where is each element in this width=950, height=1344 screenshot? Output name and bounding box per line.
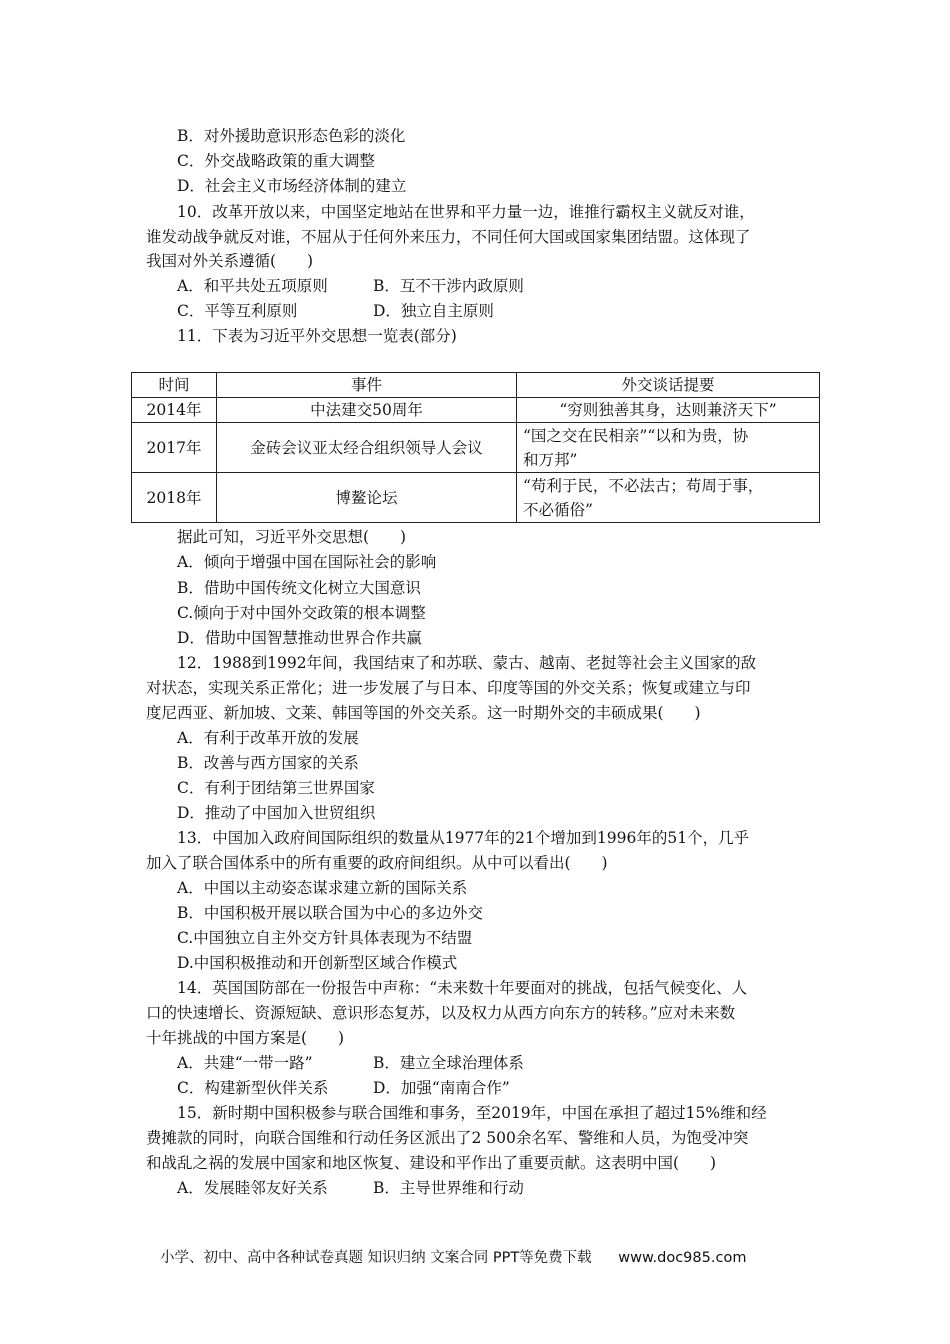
q11-option-b: B．借助中国传统文化树立大国意识 <box>177 579 421 597</box>
table-header-row <box>132 373 820 398</box>
q11-option-a: A．倾向于增强中国在国际社会的影响 <box>177 553 437 571</box>
q10-option-c: C．平等互利原则 <box>177 302 298 320</box>
table-row <box>132 473 820 523</box>
talk-line1: “国之交在民相亲”“以和为贵，协 <box>523 426 749 445</box>
q14-option-b: B．建立全球治理体系 <box>373 1054 524 1072</box>
q14-option-d: D．加强“南南合作” <box>373 1079 510 1097</box>
table-header-time: 时间 <box>132 373 217 398</box>
q9-option-c: C．外交战略政策的重大调整 <box>177 152 375 170</box>
table-cell-talk <box>517 423 820 473</box>
page-footer <box>160 1246 746 1267</box>
q12-option-c: C．有利于团结第三世界国家 <box>177 779 375 797</box>
table-row <box>132 398 820 423</box>
q11-option-c: C.倾向于对中国外交政策的根本调整 <box>177 604 426 622</box>
table-cell-event: 博鳌论坛 <box>217 473 517 523</box>
footer-text: 小学、初中、高中各种试卷真题 知识归纳 文案合同 PPT等免费下载 <box>160 1250 592 1266</box>
q14-stem-line3: 十年挑战的中国方案是( ) <box>146 1029 345 1047</box>
q10-option-b: B．互不干涉内政原则 <box>373 277 524 295</box>
diplomacy-table <box>131 372 820 523</box>
table-cell-time: 2017年 <box>132 423 217 473</box>
footer-link[interactable]: www.doc985.com <box>618 1250 747 1266</box>
table-cell-event: 中法建交50周年 <box>217 398 517 423</box>
q13-option-c: C.中国独立自主外交方针具体表现为不结盟 <box>177 929 473 947</box>
q12-option-a: A．有利于改革开放的发展 <box>177 729 359 747</box>
q15-stem-line3: 和战乱之祸的发展中国家和地区恢复、建设和平作出了重要贡献。这表明中国( ) <box>146 1154 717 1172</box>
q11-option-d: D．借助中国智慧推动世界合作共赢 <box>177 629 422 647</box>
table-cell-event: 金砖会议亚太经合组织领导人会议 <box>217 423 517 473</box>
q12-stem-line1: 12．1988到1992年间，我国结束了和苏联、蒙古、越南、老挝等社会主义国家的敌 <box>177 654 757 672</box>
q10-option-a: A．和平共处五项原则 <box>177 277 328 295</box>
q9-option-d: D．社会主义市场经济体制的建立 <box>177 177 407 195</box>
q15-stem-line2: 费摊款的同时，向联合国维和行动任务区派出了2 500余名军、警维和人员，为饱受冲突 <box>146 1129 749 1147</box>
q12-stem-line2: 对状态，实现关系正常化；进一步发展了与日本、印度等国的外交关系；恢复或建立与印 <box>146 679 751 697</box>
q12-option-b: B．改善与西方国家的关系 <box>177 754 359 772</box>
talk-line1: “苟利于民，不必法古；苟周于事， <box>523 476 764 495</box>
q13-option-b: B．中国积极开展以联合国为中心的多边外交 <box>177 904 483 922</box>
table-header-talk: 外交谈话提要 <box>517 373 820 398</box>
q13-stem-line1: 13．中国加入政府间国际组织的数量从1977年的21个增加到1996年的51个，几乎 <box>177 829 750 847</box>
q15-option-a: A．发展睦邻友好关系 <box>177 1179 328 1197</box>
q11-stem: 11．下表为习近平外交思想一览表(部分) <box>177 327 457 345</box>
table-cell-time: 2014年 <box>132 398 217 423</box>
q10-stem-line2: 谁发动战争就反对谁，不屈从于任何外来压力，不同任何大国或国家集团结盟。这体现了 <box>146 228 751 246</box>
table-header-event: 事件 <box>217 373 517 398</box>
q13-option-a: A．中国以主动姿态谋求建立新的国际关系 <box>177 879 468 897</box>
table-cell-talk: “穷则独善其身，达则兼济天下” <box>517 398 820 423</box>
table-cell-talk <box>517 473 820 523</box>
q14-option-a: A．共建“一带一路” <box>177 1054 313 1072</box>
table-row <box>132 423 820 473</box>
talk-line2: 和万邦” <box>523 450 578 469</box>
q15-stem-line1: 15．新时期中国积极参与联合国维和事务，至2019年，中国在承担了超过15%维和经 <box>177 1104 767 1122</box>
q9-option-b: B．对外援助意识形态色彩的淡化 <box>177 127 406 145</box>
q13-option-d: D.中国积极推动和开创新型区域合作模式 <box>177 954 458 972</box>
q12-option-d: D．推动了中国加入世贸组织 <box>177 804 376 822</box>
q15-option-b: B．主导世界维和行动 <box>373 1179 524 1197</box>
q14-stem-line1: 14．英国国防部在一份报告中声称：“未来数十年要面对的挑战，包括气候变化、人 <box>177 979 748 997</box>
q10-stem-line1: 10．改革开放以来，中国坚定地站在世界和平力量一边，谁推行霸权主义就反对谁， <box>177 203 755 221</box>
q14-stem-line2: 口的快速增长、资源短缺、意识形态复苏，以及权力从西方向东方的转移。”应对未来数 <box>146 1004 736 1022</box>
q12-stem-line3: 度尼西亚、新加坡、文莱、韩国等国的外交关系。这一时期外交的丰硕成果( ) <box>146 704 701 722</box>
table-cell-time: 2018年 <box>132 473 217 523</box>
talk-line2: 不必循俗” <box>523 500 593 519</box>
q11-after: 据此可知，习近平外交思想( ) <box>177 528 407 546</box>
q13-stem-line2: 加入了联合国体系中的所有重要的政府间组织。从中可以看出( ) <box>146 854 608 872</box>
q10-option-d: D．独立自主原则 <box>373 302 494 320</box>
q10-stem-line3: 我国对外关系遵循( ) <box>146 252 314 270</box>
q14-option-c: C．构建新型伙伴关系 <box>177 1079 329 1097</box>
